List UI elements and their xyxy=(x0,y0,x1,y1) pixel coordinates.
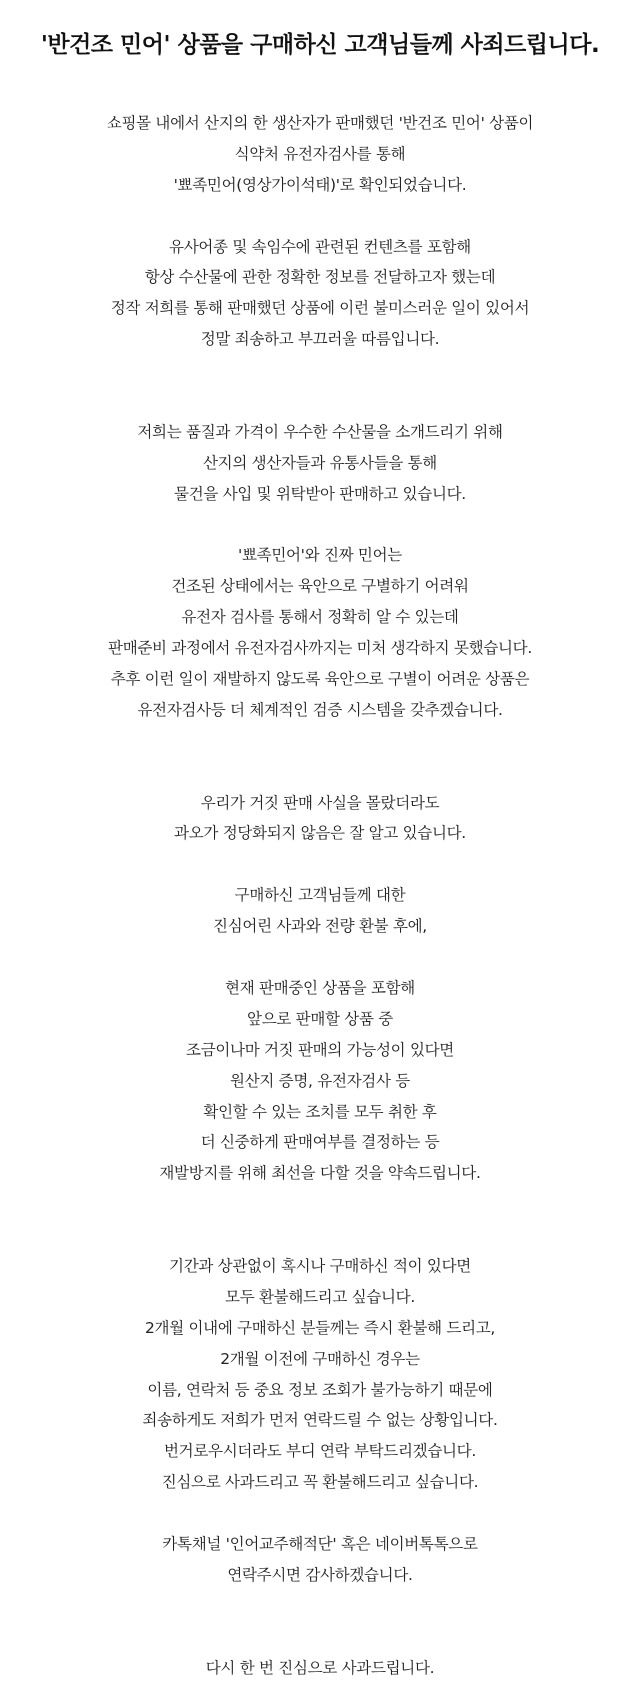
notice-line: 구매하신 고객님들께 대한 xyxy=(234,886,406,905)
notice-line: 유사어종 및 속임수에 관련된 컨텐츠를 포함해 xyxy=(169,237,471,256)
notice-line: 이름, 연락처 등 중요 정보 조회가 불가능하기 때문에 xyxy=(147,1380,493,1399)
notice-line: 원산지 증명, 유전자검사 등 xyxy=(230,1071,410,1090)
notice-line: '뾰족민어(영상가이석태)'로 확인되었습니다. xyxy=(173,175,467,194)
paragraph-gap xyxy=(0,510,640,541)
notice-body xyxy=(0,108,640,1683)
notice-line: 유전자검사등 더 체계적인 검증 시스템을 갖추겠습니다. xyxy=(137,700,503,719)
notice-line: 물건을 사입 및 위탁받아 판매하고 있습니다. xyxy=(174,484,466,503)
notice-line: 건조된 상태에서는 육안으로 구별하기 어려워 xyxy=(171,577,469,596)
notice-line: '뾰족민어'와 진짜 민어는 xyxy=(238,546,402,565)
notice-line: 진심으로 사과드리고 꼭 환불해드리고 싶습니다. xyxy=(161,1473,479,1492)
notice-line: 확인할 수 있는 조치를 모두 취한 후 xyxy=(203,1102,437,1121)
notice-title: '반건조 민어' 상품을 구매하신 고객님들께 사죄드립니다. xyxy=(40,32,600,58)
notice-line: 과오가 정당화되지 않음은 잘 알고 있습니다. xyxy=(174,824,466,843)
notice-line: 재발방지를 위해 최선을 다할 것을 약속드립니다. xyxy=(159,1164,481,1183)
paragraph-gap xyxy=(0,726,640,757)
notice-line: 판매준비 과정에서 유전자검사까지는 미처 생각하지 못했습니다. xyxy=(108,639,532,658)
notice-line: 2개월 이내에 구매하신 분들께는 즉시 환불해 드리고, xyxy=(144,1318,496,1337)
paragraph-gap xyxy=(0,757,640,788)
paragraph-gap xyxy=(0,1220,640,1251)
paragraph-gap xyxy=(0,1189,640,1220)
notice-line: 더 신중하게 판매여부를 결정하는 등 xyxy=(200,1133,440,1152)
paragraph-gap xyxy=(0,386,640,417)
notice-line: 유전자 검사를 통해서 정확히 알 수 있는데 xyxy=(181,608,459,627)
notice-line: 기간과 상관없이 혹시나 구매하신 적이 있다면 xyxy=(169,1256,471,1275)
notice-line: 다시 한 번 진심으로 사과드립니다. xyxy=(205,1658,435,1677)
notice-line: 산지의 생산자들과 유통사들을 통해 xyxy=(203,453,437,472)
notice-line: 연락주시면 감사하겠습니다. xyxy=(227,1565,413,1584)
paragraph-gap xyxy=(0,1498,640,1529)
notice-line: 진심어린 사과와 전량 환불 후에, xyxy=(213,917,427,936)
notice-line: 조금이나마 거짓 판매의 가능성이 있다면 xyxy=(186,1040,454,1059)
notice-line: 항상 수산물에 관한 정확한 정보를 전달하고자 했는데 xyxy=(144,268,496,287)
paragraph-gap xyxy=(0,849,640,880)
notice-line: 저희는 품질과 가격이 우수한 수산물을 소개드리기 위해 xyxy=(137,422,503,441)
notice-line: 카톡채널 '인어교주해적단' 혹은 네이버톡톡으로 xyxy=(162,1534,478,1553)
paragraph-gap xyxy=(0,355,640,386)
paragraph-gap xyxy=(0,942,640,973)
notice-line: 모두 환불해드리고 싶습니다. xyxy=(225,1287,415,1306)
notice-line: 현재 판매중인 상품을 포함해 xyxy=(225,978,415,997)
paragraph-gap xyxy=(0,1622,640,1653)
notice-line: 정말 죄송하고 부끄러울 따름입니다. xyxy=(200,330,440,349)
notice-line: 추후 이런 일이 재발하지 않도록 육안으로 구별이 어려운 상품은 xyxy=(110,670,530,689)
paragraph-gap xyxy=(0,201,640,232)
notice-line: 앞으로 판매할 상품 중 xyxy=(247,1009,393,1028)
notice-line: 번거로우시더라도 부디 연락 부탁드리겠습니다. xyxy=(164,1442,476,1461)
paragraph-gap xyxy=(0,1591,640,1622)
notice-line: 죄송하게도 저희가 먼저 연락드릴 수 없는 상황입니다. xyxy=(142,1411,498,1430)
notice-line: 우리가 거짓 판매 사실을 몰랐더라도 xyxy=(200,793,440,812)
notice-line: 정작 저희를 통해 판매했던 상품에 이런 불미스러운 일이 있어서 xyxy=(110,299,530,318)
notice-line: 식약처 유전자검사를 통해 xyxy=(234,144,406,163)
notice-line: 2개월 이전에 구매하신 경우는 xyxy=(220,1349,420,1368)
notice-line: 쇼핑몰 내에서 산지의 한 생산자가 판매했던 '반건조 민어' 상품이 xyxy=(106,114,534,132)
